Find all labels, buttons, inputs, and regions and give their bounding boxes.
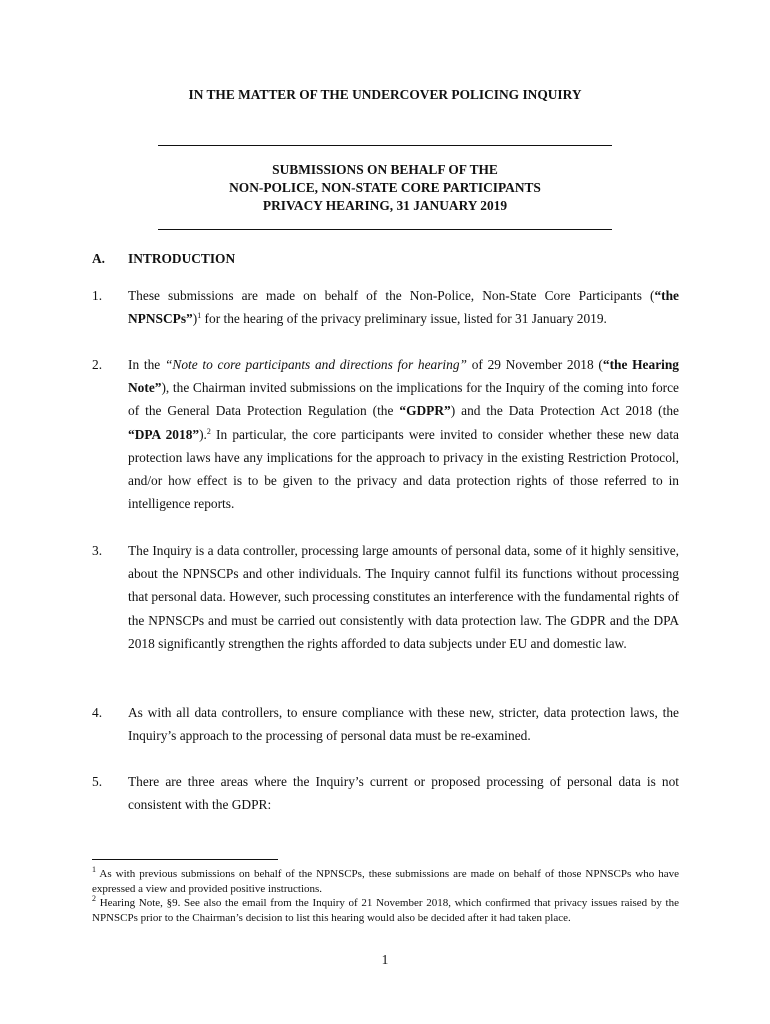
footnote-mark: 2	[92, 894, 96, 903]
paragraph-number: 1.	[92, 288, 103, 303]
footnote-text: As with previous submissions on behalf of the NPNSCPs, these submissions are made on behalf of those NPNSCPs who have expressed a view and provided positive instructions.	[92, 868, 679, 895]
paragraph-text: ).	[199, 426, 207, 442]
footnote-ref: 2	[206, 426, 211, 436]
title-rule-bottom	[158, 229, 612, 230]
paragraph-text: ), the Chairman invited submissions on the implications for the Inquiry of the coming into force of the General Data Protection Regulation (the	[128, 380, 679, 419]
title-line-1: SUBMISSIONS ON BEHALF OF THE	[272, 162, 498, 177]
footnote-text: Hearing Note, §9. See also the email from the Inquiry of 21 November 2018, which confirmed that privacy issues raised by the NPNSCPs prior to the Chairman’s decision to list this hearing would also be decided after it had taken place.	[92, 897, 679, 924]
title-rule-top	[158, 145, 612, 146]
paragraph-3: The Inquiry is a data controller, processing large amounts of personal data, some of it highly sensitive, about the NPNSCPs and other individuals. The Inquiry cannot fulfil its functions without processing that personal data. However, such processing constitutes an interference with the fundamental rights of the NPNSCPs and must be carried out consistently with data protection law. The GDPR and the DPA 2018 significantly strengthen the rights afforded to data subjects under EU and domestic law.	[128, 543, 679, 651]
paragraph-text: for the hearing of the privacy preliminary issue, listed for 31 January 2019.	[201, 311, 607, 327]
footnote-1	[92, 867, 679, 896]
paragraph-4: As with all data controllers, to ensure compliance with these new, stricter, data protection laws, the Inquiry’s approach to the processing of personal data must be re-examined.	[128, 705, 679, 744]
footnote-2	[92, 896, 679, 925]
section-title: INTRODUCTION	[128, 251, 236, 266]
footnote-mark: 1	[92, 865, 96, 874]
defined-term: “DPA 2018”	[128, 426, 200, 442]
paragraph-number: 2.	[92, 357, 103, 372]
paragraph-number: 3.	[92, 543, 103, 558]
paragraph-text: )	[192, 311, 198, 327]
defined-term: “GDPR”	[399, 403, 451, 419]
paragraph-text: ) and the Data Protection Act 2018 (the	[450, 403, 679, 419]
paragraph-text: In particular, the core participants were invited to consider whether these new data protection laws have any implications for the approach to privacy in the existing Restriction Protocol, and/or how effect is to be given to the privacy and data protection rights of those referred to in intelligence reports.	[128, 426, 679, 512]
paragraph-text: of 29 November 2018 (	[467, 357, 603, 372]
document-title: “Note to core participants and directions for hearing”	[164, 357, 467, 372]
paragraph-number: 5.	[92, 774, 103, 789]
section-number: A.	[92, 251, 106, 266]
defined-term: “the NPNSCPs”	[128, 288, 679, 327]
paragraph-1	[128, 284, 679, 330]
paragraph-text: In the	[128, 357, 165, 372]
matter-heading: IN THE MATTER OF THE UNDERCOVER POLICING INQUIRY	[188, 87, 582, 102]
title-line-3: PRIVACY HEARING, 31 JANUARY 2019	[262, 198, 508, 213]
paragraph-5: There are three areas where the Inquiry’s current or proposed processing of personal data is not consistent with the GDPR:	[128, 774, 679, 813]
title-line-2: NON-POLICE, NON-STATE CORE PARTICIPANTS	[229, 180, 541, 195]
paragraph-text: These submissions are made on behalf of the Non-Police, Non-State Core Participants (	[128, 288, 655, 303]
defined-term: “the Hearing Note”	[128, 357, 679, 396]
footnote-ref: 1	[197, 311, 202, 321]
paragraph-2	[128, 353, 679, 515]
paragraph-number: 4.	[92, 705, 103, 720]
page-number: 1	[381, 952, 389, 967]
footnote-separator	[92, 859, 278, 860]
